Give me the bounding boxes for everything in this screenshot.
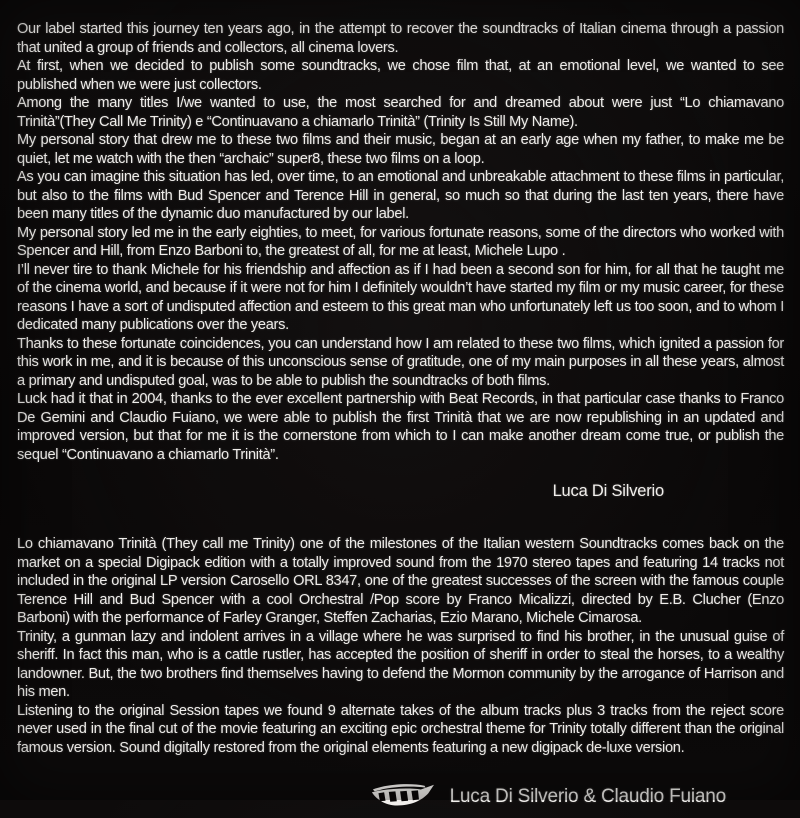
credit-row bbox=[17, 781, 784, 813]
liner-paragraph: Among the many titles I/we wanted to use, the most searched for and dreamed about were just “Lo chiamavano Trinità”(They Call Me Trinity) e “Continuavano a chiamarlo Trinità” (Trinity Is Still My Name). bbox=[17, 95, 784, 130]
liner-paragraph: My personal story that drew me to these two films and their music, began at an early age when my father, to make me be quiet, let me watch with the then “archaic” super8, these two films on a loop. bbox=[17, 132, 784, 167]
liner-paragraph: Luck had it that in 2004, thanks to the ever excellent partnership with Beat Records, in that particular case thanks to Franco De Gemini and Claudio Fuiano, we were able to publish the first Trinità that we are now republishing in an updated and improved version, but that for me it is the cornerstone from which to I can make another dream come true, or publish the sequel “Continuavano a chiamarlo Trinità”. bbox=[17, 391, 784, 463]
album-paragraph: Listening to the original Session tapes we found 9 alternate takes of the album tracks plus 3 tracks from the reject score never used in the final cut of the movie featuring an exciting epic orchestral theme for Trinity totally different than the original famous version. Sound digitally restored from the original elements featuring a new digipack de-luxe version. bbox=[17, 702, 784, 756]
liner-paragraph: I’ll never tire to thank Michele for his friendship and affection as if I had been a second son for him, for all that he taught me of the cinema world, and because if it were not for him I definitely wouldn’t have started my film or my music career, for these reasons I have a sort of undisputed affection and esteem to this great man who unfortunately left us too soon, and to whom I dedicated many publications over the years. bbox=[17, 261, 784, 333]
liner-paragraph: Our label started this journey ten years ago, in the attempt to recover the soundtracks of Italian cinema through a passion that united a group of friends and collectors, all cinema lovers. bbox=[17, 21, 784, 56]
liner-paragraph: As you can imagine this situation has led, over time, to an emotional and unbreakable attachment to these films in particular, but also to the films with Bud Spencer and Terence Hill in general, so much so that during the last ten years, there have been many titles of the dynamic duo manufactured by our label. bbox=[17, 169, 784, 222]
signature-luca-di-silverio: Luca Di Silverio bbox=[552, 482, 664, 500]
credit-names: Luca Di Silverio & Claudio Fuiano bbox=[449, 786, 726, 807]
filmstrip-smile-icon bbox=[369, 781, 435, 813]
liner-notes-section bbox=[17, 20, 784, 501]
liner-paragraph: At first, when we decided to publish some soundtracks, we chose film that, at an emotional level, we wanted to see published when we were just collectors. bbox=[17, 58, 784, 93]
album-notes-section bbox=[17, 535, 784, 813]
liner-paragraph: Thanks to these fortunate coincidences, you can understand how I am related to these two films, which ignited a passion for this work in me, and it is because of this unconscious sense of gratitude, one of my main purposes in all these years, almost a primary and undisputed goal, was to be able to publish the soundtracks of both films. bbox=[17, 335, 784, 389]
liner-paragraph: My personal story led me in the early eighties, to meet, for various fortunate reasons, some of the directors who worked with Spencer and Hill, from Enzo Barboni to, the greatest of all, for me at least, Michele Lupo . bbox=[17, 224, 784, 259]
album-paragraph: Trinity, a gunman lazy and indolent arrives in a village where he was surprised to find his brother, in the unusual guise of sheriff. In fact this man, who is a cattle rustler, has accepted the position of sheriff in order to steal the horses, to a wealthy landowner. But, the two brothers find themselves having to defend the Mormon community by the arrogance of Harrison and his men. bbox=[17, 628, 784, 700]
album-paragraph: Lo chiamavano Trinità (They call me Trinity) one of the milestones of the Italian western Soundtracks comes back on the market on a special Digipack edition with a totally improved sound from the 1970 stereo tapes and featuring 14 tracks not included in the original LP version Carosello ORL 8347, one of the greatest successes of the screen with the famous couple Terence Hill and Bud Spencer with a cool Orchestral /Pop score by Franco Micalizzi, directed by E.B. Clucher (Enzo Barboni) with the performance of Farley Granger, Steffen Zacharias, Ezio Marano, Michele Cimarosa. bbox=[17, 536, 784, 626]
